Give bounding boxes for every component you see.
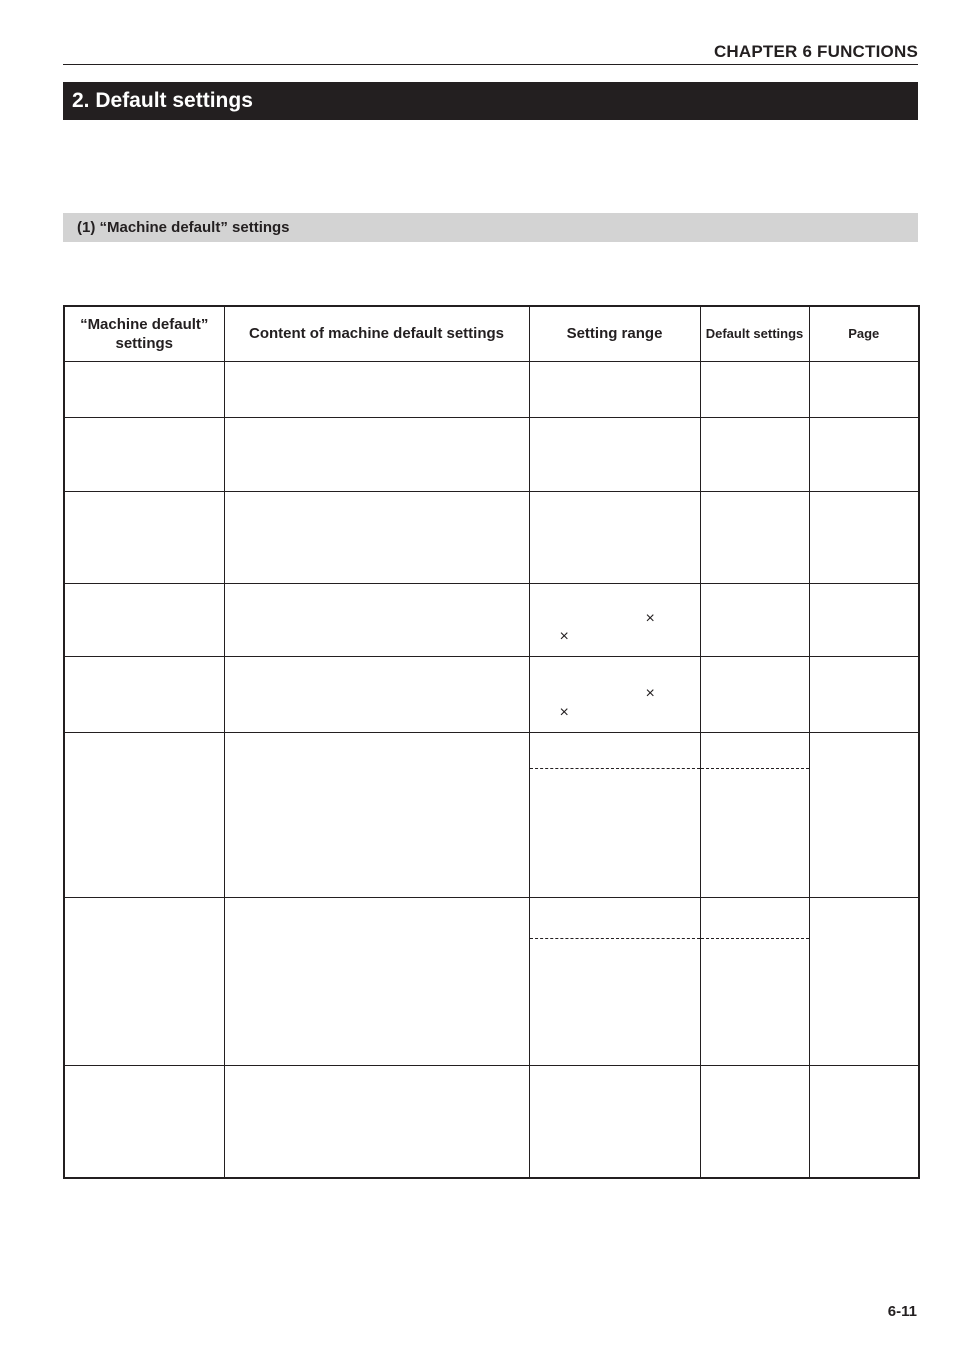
page-cell [809,897,919,1065]
page-cell [809,1065,919,1178]
page-number: 6-11 [887,1303,917,1320]
times-symbol: × [645,684,655,702]
column-header-page: Page [809,306,919,361]
content-cell [224,417,529,491]
section-title-bar [63,82,918,120]
content-cell [224,732,529,897]
table-row [64,491,919,583]
setting-cell [64,417,224,491]
column-header-setting: “Machine default” settings [64,306,224,361]
content-cell [224,1065,529,1178]
range-cell [529,732,700,897]
column-header-default-settings: Default settings [700,306,809,361]
page-cell [809,583,919,656]
setting-cell [64,491,224,583]
range-cell [529,361,700,417]
table-row [64,1065,919,1178]
times-symbol: × [645,609,655,627]
default-cell [700,656,809,732]
dashed-divider [530,768,700,769]
dashed-divider [701,938,809,939]
page-cell [809,417,919,491]
default-cell [700,1065,809,1178]
column-header-setting-range: Setting range [529,306,700,361]
range-cell [529,417,700,491]
range-cell [529,1065,700,1178]
range-cell [529,583,700,656]
page-cell [809,656,919,732]
machine-default-settings-table [63,305,920,1179]
default-cell [700,361,809,417]
times-symbol: × [559,703,569,721]
content-cell [224,583,529,656]
table-header-row [64,306,919,361]
table-row [64,583,919,656]
content-cell [224,491,529,583]
setting-cell [64,583,224,656]
subsection-title: (1) “Machine default” settings [77,219,290,236]
column-header-content: Content of machine default settings [224,306,529,361]
default-cell [700,491,809,583]
setting-cell [64,361,224,417]
range-cell [529,656,700,732]
content-cell [224,656,529,732]
dashed-divider [701,768,809,769]
page-cell [809,491,919,583]
table-row [64,656,919,732]
content-cell [224,361,529,417]
content-cell [224,897,529,1065]
chapter-header: CHAPTER 6 FUNCTIONS [713,42,918,61]
header-rule [63,64,918,65]
default-cell [700,417,809,491]
default-cell [700,732,809,897]
table-row [64,732,919,897]
times-symbol: × [559,627,569,645]
range-cell [529,897,700,1065]
subsection-bar [63,213,918,242]
page-cell [809,361,919,417]
dashed-divider [530,938,700,939]
range-cell [529,491,700,583]
table-row [64,361,919,417]
table-row [64,417,919,491]
section-title: 2. Default settings [72,89,253,112]
table-row [64,897,919,1065]
default-cell [700,897,809,1065]
page-cell [809,732,919,897]
setting-cell [64,1065,224,1178]
setting-cell [64,897,224,1065]
setting-cell [64,656,224,732]
default-cell [700,583,809,656]
setting-cell [64,732,224,897]
